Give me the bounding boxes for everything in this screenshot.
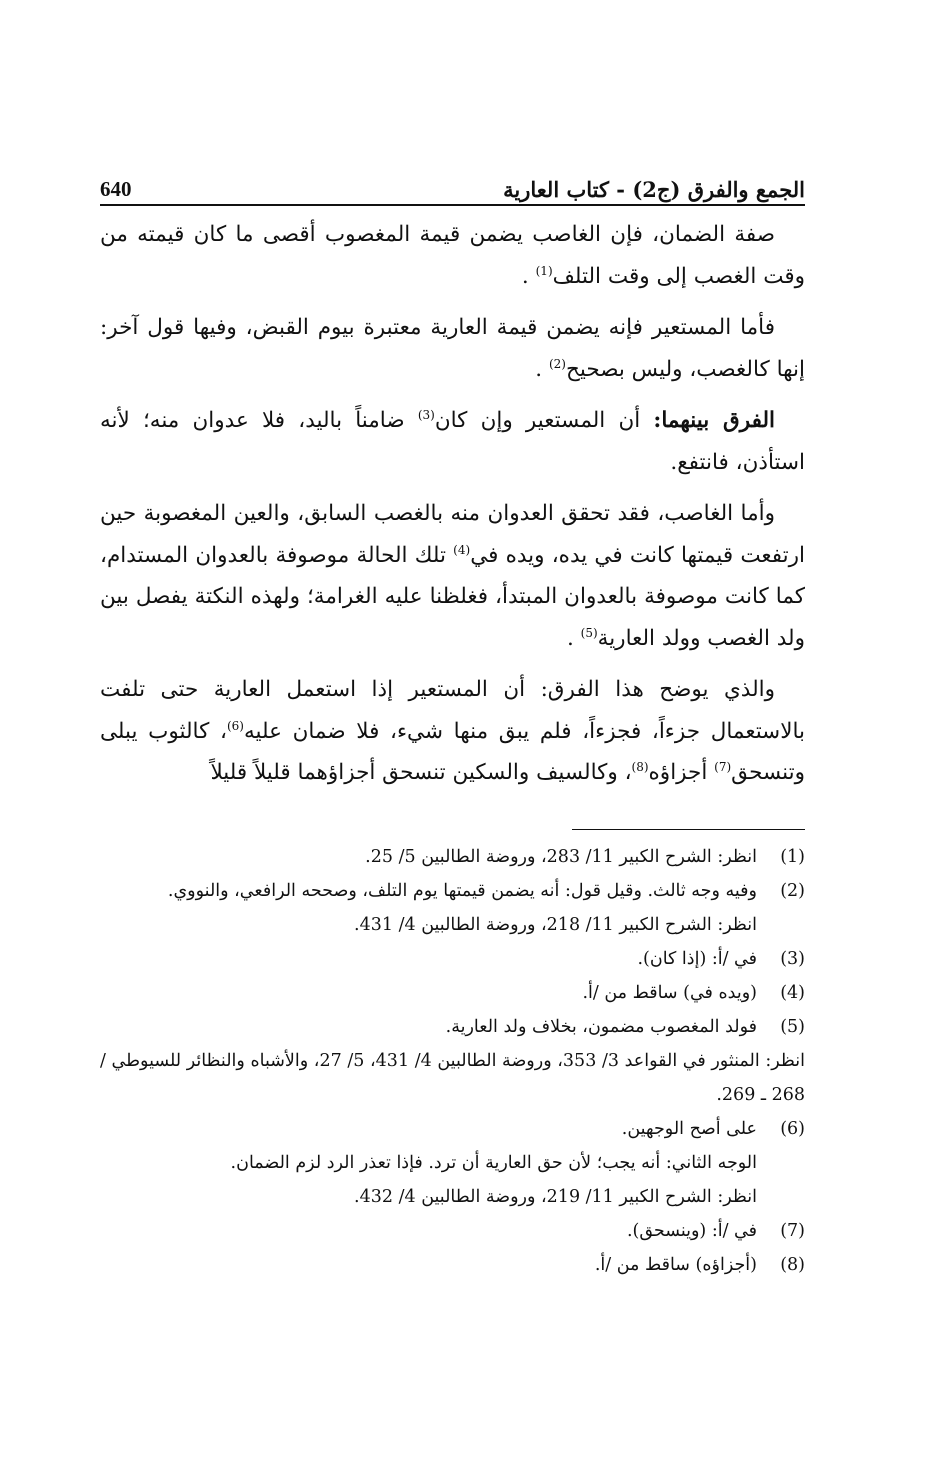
- footnote-text: [100, 942, 757, 976]
- footnote-line: فولد المغصوب مضمون، بخلاف ولد العارية.: [445, 1017, 757, 1037]
- footnote-line: انظر: الشرح الكبير 11/ 218، وروضة الطالبين 4/ 431.: [354, 915, 757, 935]
- page-number: 640: [100, 177, 132, 201]
- footnote-number: (5): [780, 1017, 805, 1037]
- header-title: الجمع والفرق (ج2) - كتاب العارية: [503, 177, 805, 202]
- footnote-5: [100, 1010, 805, 1044]
- footnote-text: [100, 1248, 757, 1282]
- text: وأما الغاصب، فقد تحقق العدوان منه بالغصب السابق، والعين المغصوبة حين ارتفعت قيمتها كانت في يده، ويده في: [100, 501, 806, 568]
- text: تلك الحالة موصوفة بالعدوان المستدام، كما كانت موصوفة بالعدوان المبتدأ، فغلظنا عليه الغرامة؛ ولهذه النكتة يفصل بين ولد الغصب وولد العارية: [100, 542, 805, 651]
- footnotes: [100, 840, 805, 1282]
- text: ضامناً باليد، فلا عدوان منه؛ لأنه استأذن، فانتفع.: [100, 408, 805, 475]
- footnote-text: [100, 1214, 757, 1248]
- footnote-ref-1: (1): [535, 263, 553, 278]
- text: .: [566, 625, 574, 651]
- footnote-line: على أصح الوجهين.: [621, 1119, 757, 1139]
- footnote-number: (1): [780, 847, 805, 867]
- footnote-line: (ويده في) ساقط من /أ.: [582, 983, 757, 1003]
- footnote-line: انظر: الشرح الكبير 11/ 283، وروضة الطالبين 5/ 25.: [365, 847, 757, 867]
- footnote-text: [100, 976, 757, 1010]
- footnote-text: [100, 1010, 757, 1044]
- footnote-ref-4: (4): [453, 542, 471, 557]
- footnote-2: [100, 874, 805, 942]
- footnote-number: (4): [780, 983, 805, 1003]
- text: .: [521, 263, 529, 289]
- footnote-line: (أجزاؤه) ساقط من /أ.: [594, 1255, 757, 1275]
- footnote-number: (8): [780, 1255, 805, 1275]
- text: ، كالثوب يبلى وتنسحق: [100, 718, 805, 785]
- footnote-line: في /أ: (إذا كان).: [637, 949, 757, 969]
- paragraph-3: [100, 400, 805, 483]
- footnote-ref-7: (7): [714, 759, 732, 774]
- text: ، وكالسيف والسكين تنسحق أجزاؤهما قليلاً قليلاً: [210, 760, 632, 785]
- footnote-7: [100, 1214, 805, 1248]
- footnote-line: انظر: الشرح الكبير 11/ 219، وروضة الطالبين 4/ 432.: [354, 1187, 757, 1207]
- paragraph-4: [100, 493, 805, 659]
- text: أن المستعير وإن كان: [434, 408, 654, 433]
- footnote-number: (6): [780, 1119, 805, 1139]
- footnote-separator: [572, 829, 805, 830]
- footnote-line: وفيه وجه ثالث. وقيل قول: أنه يضمن قيمتها يوم التلف، وصححه الرافعي، والنووي.: [167, 881, 757, 901]
- footnote-8: [100, 1248, 805, 1282]
- footnote-line: في /أ: (وينسحق).: [626, 1221, 757, 1241]
- footnote-1: [100, 840, 805, 874]
- footnote-3: [100, 942, 805, 976]
- footnote-number: (3): [780, 949, 805, 969]
- text: صفة الضمان، فإن الغاصب يضمن قيمة المغصوب أقصى ما كان قيمته من وقت الغصب إلى وقت التلف: [100, 222, 805, 289]
- footnote-ref-8: (8): [631, 759, 649, 774]
- running-header: [100, 162, 805, 202]
- footnote-ref-6: (6): [226, 718, 244, 733]
- footnote-line: الوجه الثاني: أنه يجب؛ لأن حق العارية أن ترد. فإذا تعذر الرد لزم الضمان.: [230, 1153, 757, 1173]
- text: والذي يوضح هذا الفرق: أن المستعير إذا استعمل العارية حتى تلفت بالاستعمال جزءاً، فجزءاً، فلم يبق منها شيء، فلا ضمان عليه: [100, 677, 805, 744]
- text: أجزاؤه: [648, 760, 715, 785]
- difference-heading: الفرق بينهما:: [653, 408, 775, 433]
- footnote-text: [100, 874, 757, 942]
- text: فأما المستعير فإنه يضمن قيمة العارية معتبرة بيوم القبض، وفيها قول آخر: إنها كالغصب، وليس بصحيح: [100, 315, 805, 382]
- footnote-ref-3: (3): [417, 407, 435, 422]
- footnote-6: [100, 1112, 805, 1214]
- footnote-text: [100, 840, 757, 874]
- paragraph-5: [100, 669, 805, 794]
- footnote-ref-5: (5): [580, 625, 598, 640]
- footnote-number: (2): [780, 881, 805, 901]
- paragraph-1: [100, 214, 805, 297]
- footnote-4: [100, 976, 805, 1010]
- footnote-5-reference: انظر: المنثور في القواعد 3/ 353، وروضة الطالبين 4/ 431، 5/ 27، والأشباه والنظائر للسيوطي / 268 ـ 269.: [100, 1051, 805, 1105]
- footnote-text: [100, 1112, 757, 1214]
- main-text: [100, 214, 805, 804]
- paragraph-2: [100, 307, 805, 390]
- footnote-number: (7): [780, 1221, 805, 1241]
- header-rule: [100, 204, 805, 206]
- text: .: [535, 356, 543, 382]
- footnote-ref-2: (2): [548, 356, 566, 371]
